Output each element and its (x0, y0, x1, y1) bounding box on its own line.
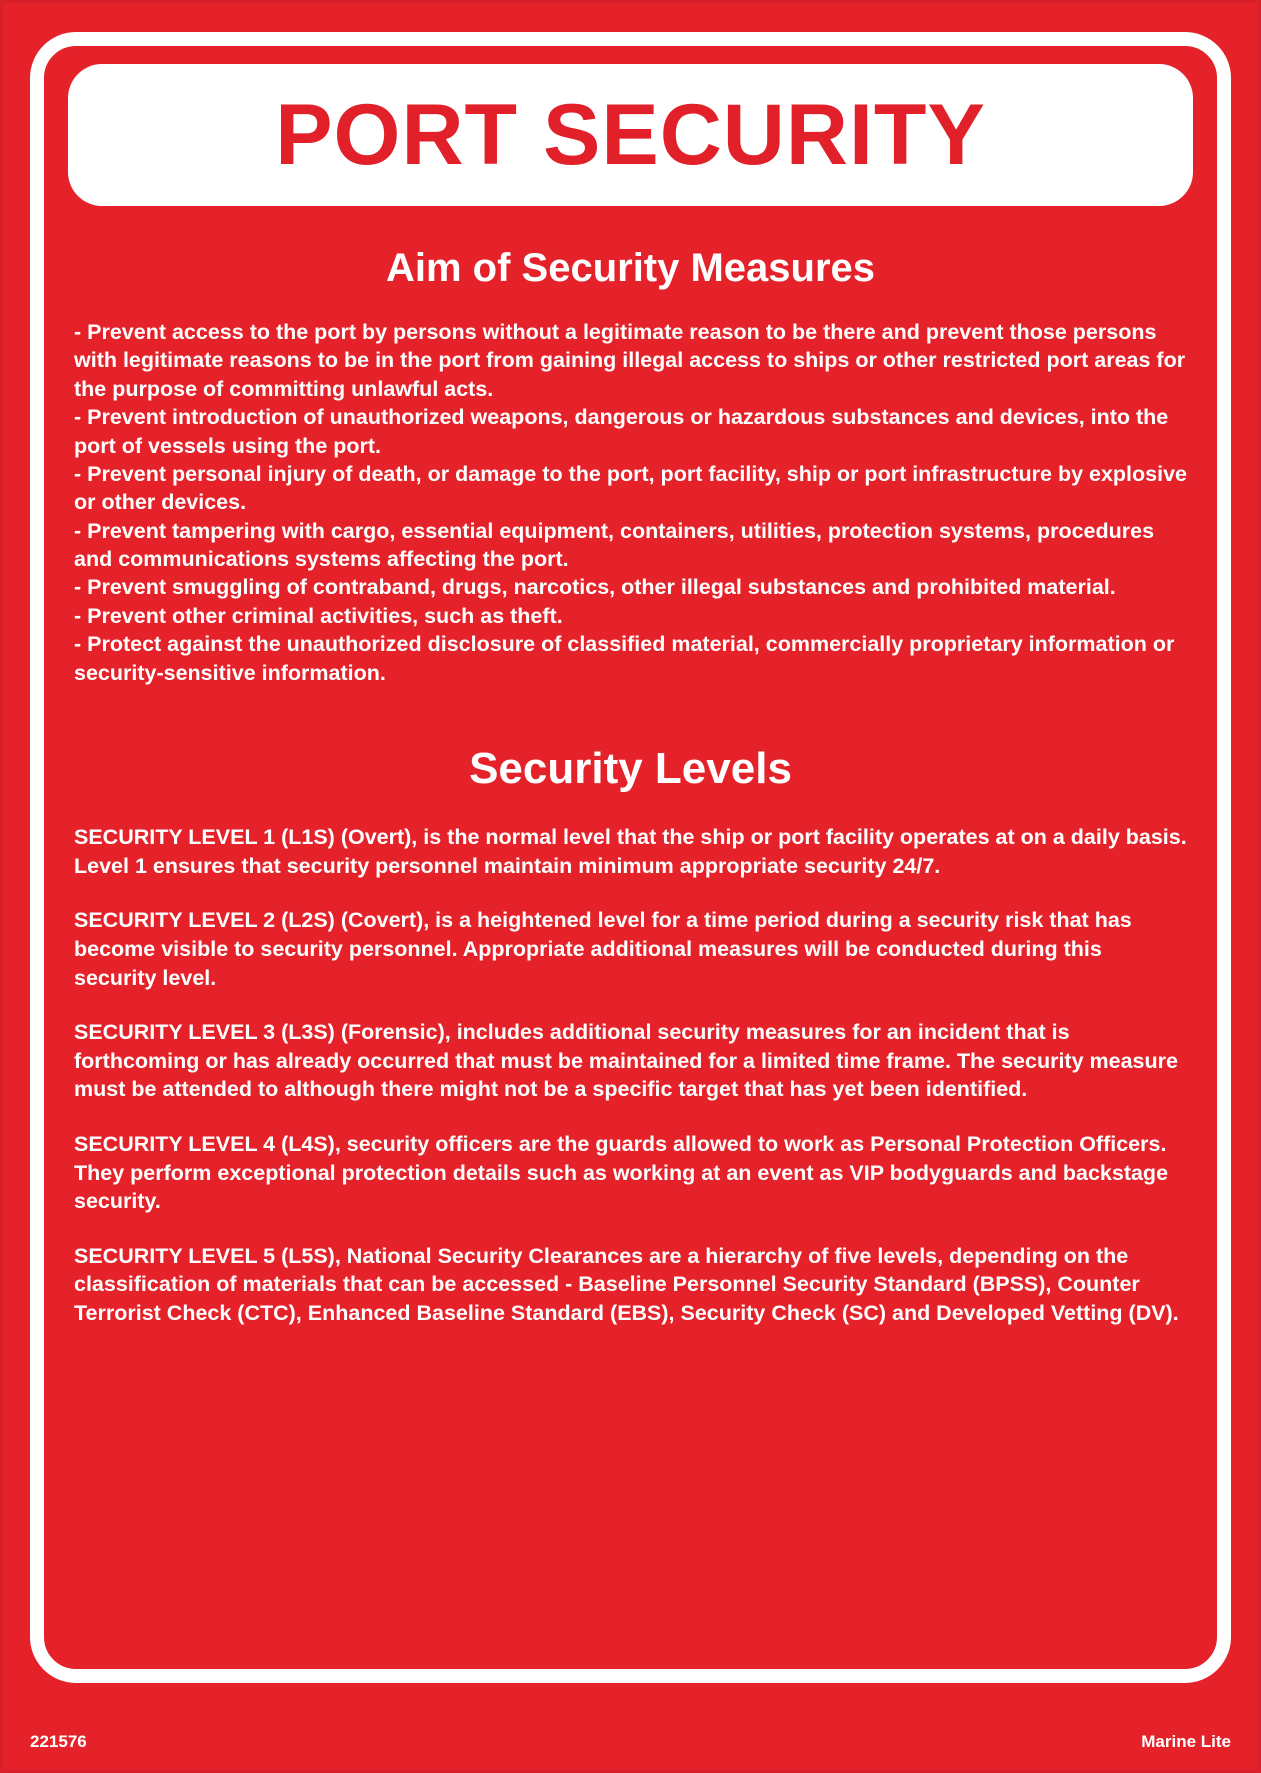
list-item: - Prevent other criminal activities, such as theft. (74, 603, 563, 628)
list-item: - Protect against the unauthorized disclosure of classified material, commercially proprietary information or security-sensitive information. (74, 632, 1175, 685)
title-plate (68, 64, 1193, 206)
list-item: - Prevent personal injury of death, or damage to the port, port facility, ship or port infrastructure by explosive or other devices. (74, 461, 1188, 515)
aim-bullet-list (74, 318, 1187, 687)
list-item: - Prevent smuggling of contraband, drugs, narcotics, other illegal substances and prohibited material. (74, 575, 1116, 600)
security-levels-list (74, 823, 1187, 1327)
list-item: SECURITY LEVEL 2 (L2S) (Covert), is a heightened level for a time period during a security risk that has become visible to security personnel. Appropriate additional measures will be conducted during this security level. (74, 908, 1132, 990)
list-item: - Prevent access to the port by persons without a legitimate reason to be there and prevent those persons with legitimate reasons to be in the port from gaining illegal access to ships or other restricted port areas for the purpose of committing unlawful acts. (74, 320, 1186, 401)
brand-name: Marine Lite (1141, 1732, 1231, 1751)
product-code: 221576 (30, 1732, 87, 1751)
aim-section-heading: Aim of Security Measures (385, 246, 876, 290)
poster-footer (30, 1729, 1231, 1755)
list-item: SECURITY LEVEL 5 (L5S), National Security Clearances are a hierarchy of five levels, depending on the classification of materials that can be accessed - Baseline Personnel Security Standard (BPSS), Counter Terrorist Check (CTC), Enhanced Baseline Standard (EBS), Security Check (SC) and Developed Vetting (DV). (74, 1243, 1179, 1325)
list-item: SECURITY LEVEL 3 (L3S) (Forensic), includes additional security measures for an incident that is forthcoming or has already occurred that must be maintained for a limited time frame. The security measure must be attended to although there might not be a specific target that has yet been identified. (74, 1020, 1178, 1102)
page-title: PORT SECURITY (275, 87, 986, 183)
poster-body (46, 246, 1215, 1328)
list-item: SECURITY LEVEL 4 (L4S), security officers are the guards allowed to work as Personal Protection Officers. They perform exceptional protection details such as working at an event as VIP bodyguards and backstage security. (74, 1132, 1169, 1214)
poster-inner-content (46, 46, 1215, 1677)
levels-section-heading: Security Levels (469, 743, 792, 793)
list-item: SECURITY LEVEL 1 (L1S) (Overt), is the normal level that the ship or port facility operates at on a daily basis. Level 1 ensures that security personnel maintain minimum appropriate security 24/7. (74, 825, 1187, 878)
list-item: - Prevent introduction of unauthorized weapons, dangerous or hazardous substances and devices, into the port of vessels using the port. (74, 405, 1169, 458)
list-item: - Prevent tampering with cargo, essential equipment, containers, utilities, protection systems, procedures and communications systems affecting the port. (74, 518, 1155, 571)
